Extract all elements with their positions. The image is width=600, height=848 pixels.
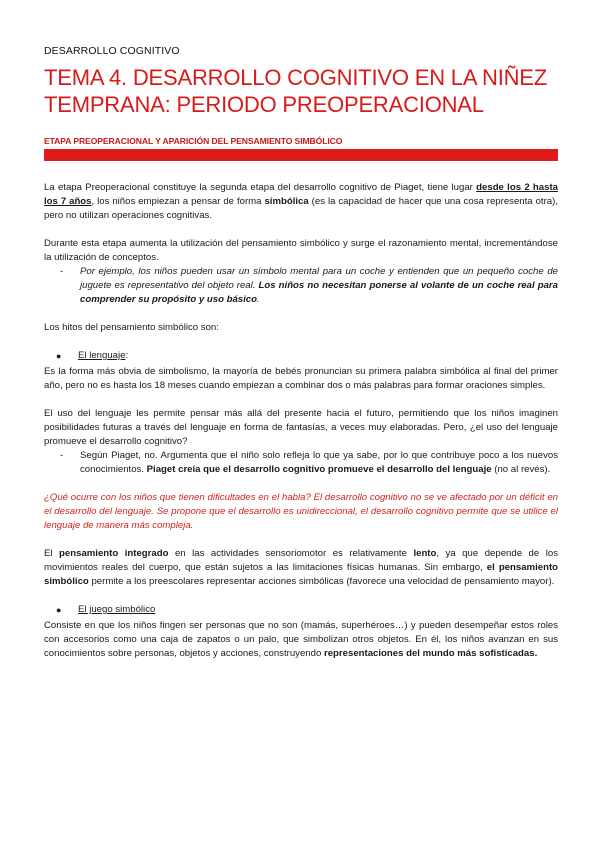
text-run: Según Piaget, no. Argumenta que el niño solo refleja lo que ya sabe, por lo que contribuye poco a los nuevos conocimientos. xyxy=(80,450,558,475)
bullet-juego xyxy=(56,603,558,617)
bullet-label xyxy=(78,349,128,363)
paragraph-hitos: Los hitos del pensamiento simbólico son: xyxy=(44,322,219,333)
paragraph-intro xyxy=(44,181,558,223)
text-run: Por ejemplo, los niños pueden usar un símbolo mental para un coche y entienden que un pequeño coche de juguete es representativo del objeto real. xyxy=(80,266,558,291)
bullet-dot-icon: ● xyxy=(56,351,62,361)
running-header: DESARROLLO COGNITIVO xyxy=(44,45,180,57)
text-run: , ya que depende de los movimientos reales del cuerpo, que están sujetos a las limitaciones físicas humanas. Sin embargo, xyxy=(44,548,558,573)
highlight-text: lento xyxy=(413,548,437,559)
list-item xyxy=(60,265,558,307)
list-item-text xyxy=(80,265,558,307)
list-item-text xyxy=(80,449,558,477)
text-run: , los niños empiezan a pensar de forma xyxy=(91,196,265,207)
text-run: . xyxy=(256,294,260,305)
text-run: Consiste en que los niños fingen ser personas que no son (mamás, superhéroes…) y pueden desempeñar estos roles con accesorios como una caja de zapatos o un palo, que simbolizan otros objetos. En él, los niños avanzan en sus conocimientos sobre personas, objetos y acciones, construyendo xyxy=(44,620,558,659)
text-run: : xyxy=(125,350,129,361)
section-heading: ETAPA PREOPERACIONAL Y APARICIÓN DEL PENSAMIENTO SIMBÓLICO xyxy=(44,136,343,146)
paragraph-lenguaje: Es la forma más obvia de simbolismo, la mayoría de bebés pronuncian su primera palabra simbólica al final del primer año, pero no es hasta los 18 meses cuando empiezan a combinar dos o más palabras para formar oraciones simples. xyxy=(44,366,558,391)
highlight-age-range: desde los 2 hasta los 7 años xyxy=(44,182,558,207)
document-page xyxy=(44,44,558,661)
text-run: La etapa Preoperacional constituye la segunda etapa del desarrollo cognitivo de Piaget, tiene lugar xyxy=(44,182,477,193)
text-run: permite a los preescolares representar acciones simbólicas (favorece una velocidad de pensamiento mayor). xyxy=(88,576,555,587)
subheading-lenguaje: El lenguaje xyxy=(78,350,126,361)
paragraph-conceptos: Durante esta etapa aumenta la utilización del pensamiento simbólico y surge el razonamiento mental, incrementándose la utilización de conceptos. xyxy=(44,238,558,263)
bullet-lenguaje xyxy=(56,349,558,363)
section-divider-bar xyxy=(44,149,558,161)
paragraph-juego xyxy=(44,619,558,661)
dash-marker: - xyxy=(60,266,64,277)
text-run: El xyxy=(44,548,60,559)
text-run: (es la capacidad de hacer que una cosa representa otra), pero no utilizan operaciones cognitivas. xyxy=(44,196,558,221)
text-run: (no al revés). xyxy=(491,464,551,475)
page-title: TEMA 4. DESARROLLO COGNITIVO EN LA NIÑEZ TEMPRANA: PERIODO PREOPERACIONAL xyxy=(44,65,548,117)
dash-marker: - xyxy=(60,450,64,461)
paragraph-pensamiento-integrado xyxy=(44,547,558,589)
text-run: en las actividades sensoriomotor es relativamente xyxy=(168,548,414,559)
highlight-text: representaciones del mundo más sofisticadas. xyxy=(323,648,538,659)
paragraph-uso-lenguaje: El uso del lenguaje les permite pensar más allá del presente hacia el futuro, permitiendo que los niños imaginen posibilidades futuras a través del lenguaje en forma de fantasías, a veces muy elaboradas. Pero, ¿el uso del lenguaje promueve el desarrollo cognitivo? xyxy=(44,408,558,447)
dash-list-piaget xyxy=(60,449,558,477)
list-item xyxy=(60,449,558,477)
highlight-text: el pensamiento simbólico xyxy=(44,562,559,587)
subheading-juego: El juego simbólico xyxy=(78,604,156,615)
highlight-text: Los niños no necesitan ponerse al volante de un coche real para comprender su propósito y uso básico xyxy=(80,280,558,305)
highlight-simbolica: simbólica xyxy=(264,196,309,207)
highlight-text: Piaget creía que el desarrollo cognitivo promueve el desarrollo del lenguaje xyxy=(146,464,492,475)
bullet-dot-icon: ● xyxy=(56,605,62,615)
highlight-text: pensamiento integrado xyxy=(59,548,169,559)
dash-list-ejemplo xyxy=(60,265,558,307)
red-note-paragraph: ¿Qué ocurre con los niños que tienen dificultades en el habla? El desarrollo cognitivo no se ve afectado por un déficit en el desarrollo del lenguaje. Se propone que el desarrollo es unidireccional, el desarrollo cognitivo permite que se utilice el lenguaje de manera más compleja. xyxy=(44,492,558,531)
